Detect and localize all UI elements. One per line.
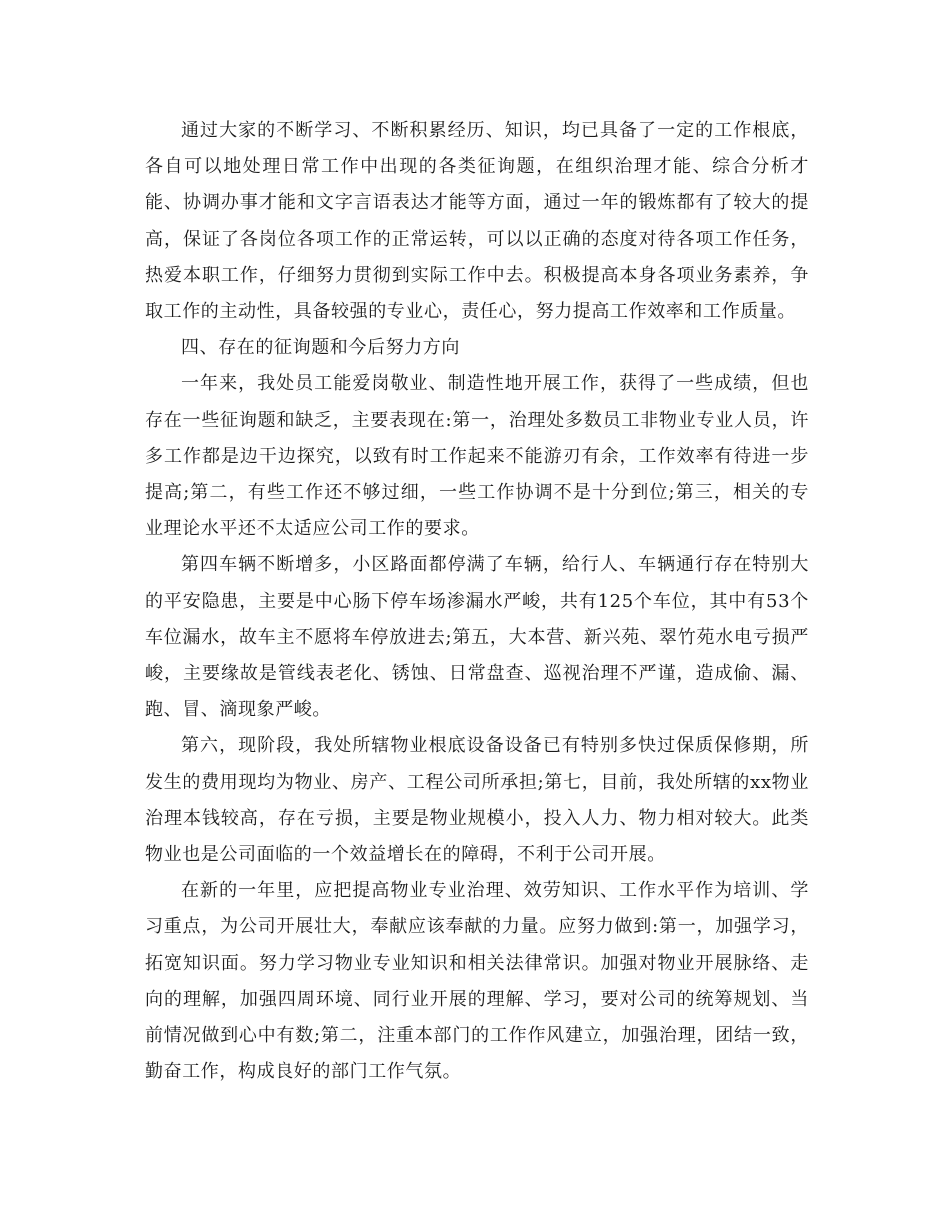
- section-heading-problems-direction: 四、存在的征询题和今后努力方向: [181, 337, 460, 359]
- paragraph-facilities-costs: 第六，现阶段，我处所辖物业根底设备设备已有特别多快过保质保修期，所发生的费用现均为物业、房产、工程公司所承担;第七，目前，我处所辖的xx物业治理本钱较高，存在亏损，主要是物业规模小，投入人力、物力相对较大。此类物业也是公司面临的一个效益增长在的障碍，不利于公司开展。: [145, 735, 809, 866]
- paragraph-new-year-plan: 在新的一年里，应把提高物业专业治理、效劳知识、工作水平作为培训、学习重点，为公司开展壮大，奉献应该奉献的力量。应努力做到:第一，加强学习，拓宽知识面。努力学习物业专业知识和相关法律常识。加强对物业开展脉络、走向的理解，加强四周环境、同行业开展的理解、学习，要对公司的统筹规划、当前情况做到心中有数;第二，注重本部门的工作作风建立，加强治理，团结一致，勤奋工作，构成良好的部门工作气氛。: [145, 880, 809, 1083]
- document-body: [145, 113, 809, 1090]
- paragraph-problems-summary: 一年来，我处员工能爱岗敬业、制造性地开展工作，获得了一些成绩，但也存在一些征询题和缺乏，主要表现在:第一，治理处多数员工非物业专业人员，许多工作都是边干边探究，以致有时工作起来不能游刃有余，工作效率有待进一步提高;第二，有些工作还不够过细，一些工作协调不是十分到位;第三，相关的专业理论水平还不太适应公司工作的要求。: [145, 373, 809, 540]
- paragraph-vehicles-utilities: 第四车辆不断增多，小区路面都停满了车辆，给行人、车辆通行存在特别大的平安隐患，主要是中心肠下停车场渗漏水严峻，共有125个车位，其中有53个车位漏水，故车主不愿将车停放进去;第五，大本营、新兴苑、翠竹苑水电亏损严峻，主要缘故是管线表老化、锈蚀、日常盘查、巡视治理不严谨，造成偷、漏、跑、冒、滴现象严峻。: [145, 554, 809, 721]
- paragraph-work-ability: 通过大家的不断学习、不断积累经历、知识，均已具备了一定的工作根底，各自可以地处理日常工作中出现的各类征询题，在组织治理才能、综合分析才能、协调办事才能和文字言语表达才能等方面，通过一年的锻炼都有了较大的提高，保证了各岗位各项工作的正常运转，可以以正确的态度对待各项工作任务，热爱本职工作，仔细努力贯彻到实际工作中去。积极提高本身各项业务素养，争取工作的主动性，具备较强的专业心，责任心，努力提高工作效率和工作质量。: [145, 120, 809, 323]
